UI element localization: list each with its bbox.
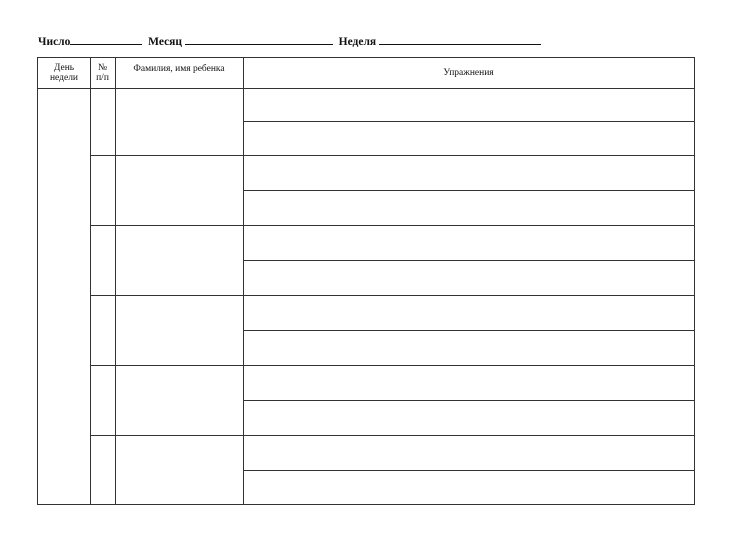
form-header [38, 34, 541, 48]
month-label: Месяц [148, 36, 183, 48]
day-label: Число [38, 36, 71, 48]
week-blank[interactable] [379, 34, 541, 45]
divider-num [115, 58, 116, 504]
exercise-line [243, 470, 694, 471]
header-num [90, 58, 115, 88]
child-row-separator [90, 155, 694, 156]
child-row-separator [90, 435, 694, 436]
header-exercises [243, 58, 694, 88]
header-weekday-line2: недели [49, 73, 79, 83]
child-row-separator [90, 295, 694, 296]
child-row-separator [90, 225, 694, 226]
exercise-line [243, 121, 694, 122]
exercise-line [243, 260, 694, 261]
header-weekday-line1: День [53, 63, 75, 73]
header-name [115, 58, 243, 88]
exercise-line [243, 330, 694, 331]
header-weekday [38, 58, 90, 88]
divider-name [243, 58, 244, 504]
exercise-table [37, 57, 695, 505]
month-blank[interactable] [185, 34, 333, 45]
header-rule [38, 88, 694, 89]
header-exercises-label: Упражнения [443, 68, 494, 78]
exercise-line [243, 190, 694, 191]
divider-weekday [90, 58, 91, 504]
child-row-separator [90, 365, 694, 366]
header-num-line1: № [97, 63, 108, 73]
week-label: Неделя [338, 36, 377, 48]
header-name-label: Фамилия, имя ребенка [133, 64, 225, 74]
header-num-line2: п/п [96, 73, 109, 83]
day-blank[interactable] [70, 34, 142, 45]
exercise-line [243, 400, 694, 401]
